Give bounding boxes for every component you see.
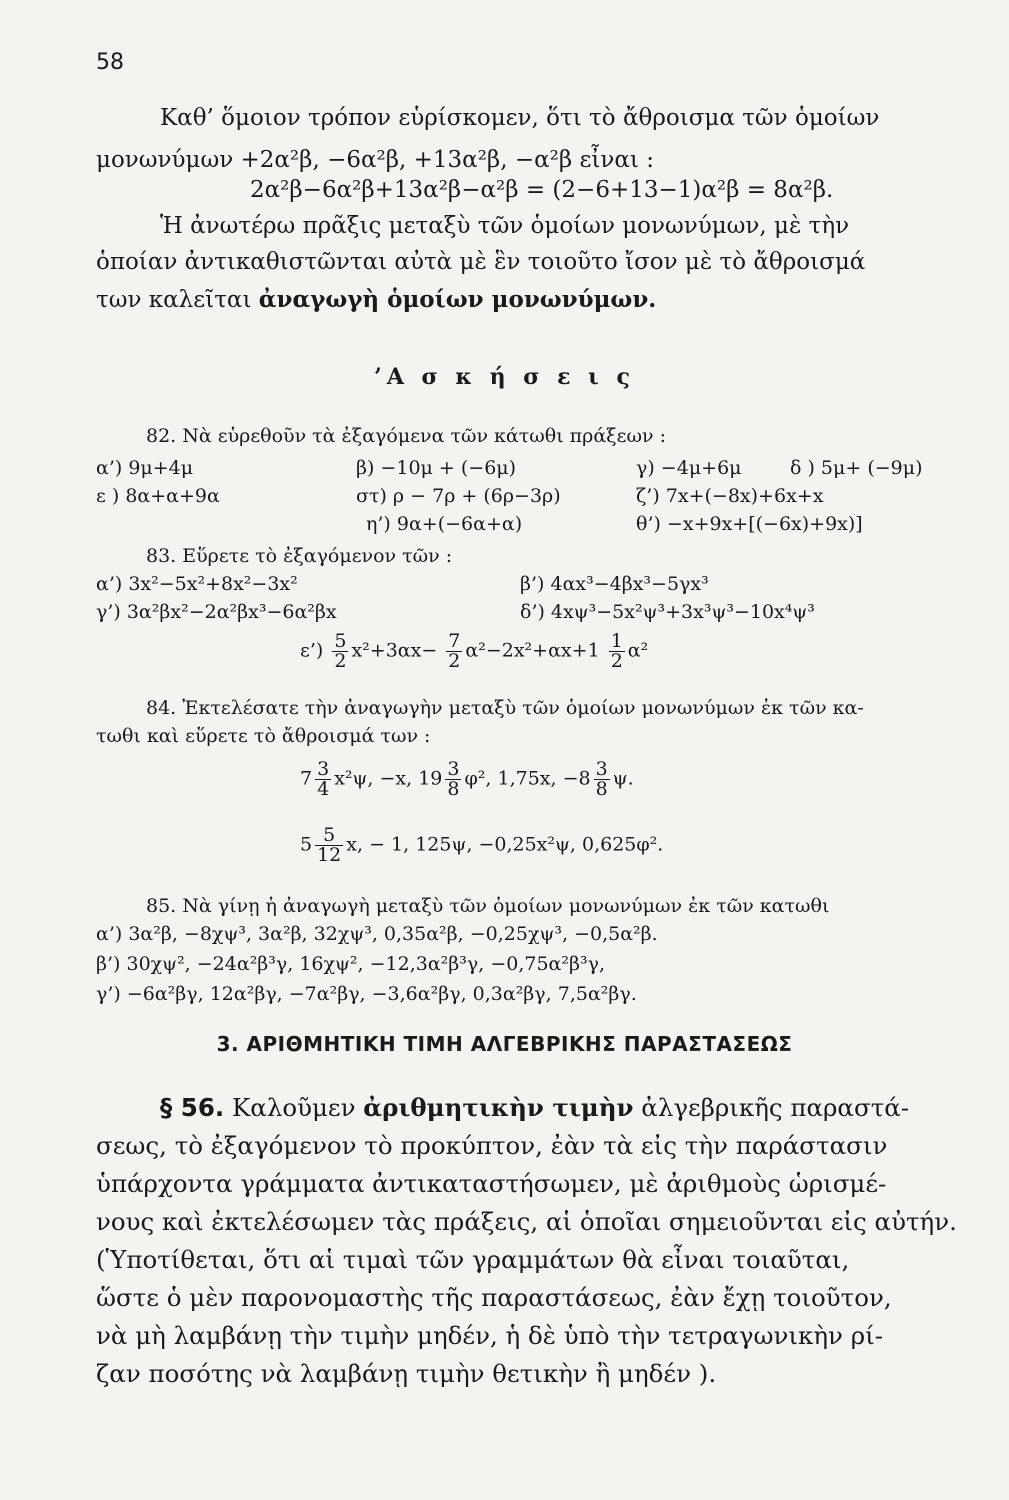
fraction xyxy=(315,760,331,799)
ex83-e-label: ε’) xyxy=(300,639,324,662)
fraction-numerator: 5 xyxy=(334,630,347,652)
ex82-st: στ) ρ − 7ρ + (6ρ−3ρ) xyxy=(356,485,561,507)
ex84-row-1-term-3: ψ. xyxy=(612,767,634,790)
ex84-row-2 xyxy=(300,826,663,865)
fraction-denominator: 2 xyxy=(610,650,623,672)
ex83-e-term-1: x²+3αx− xyxy=(351,639,438,662)
ex83-intro: 83. Εὕρετε τὸ ἐξαγόμενον τῶν : xyxy=(146,545,453,567)
intro-line-1: Καθ’ ὅμοιον τρόπον εὑρίσκομεν, ὅτι τὸ ἄθροισμα τῶν ὁμοίων xyxy=(160,105,880,131)
ex82-a: α’) 9μ+4μ xyxy=(96,457,194,479)
ex83-g: γ’) 3α²βx²−2α²βx³−6α²βx xyxy=(96,601,337,623)
ex85-a: α’) 3α²β, −8χψ³, 3α²β, 32χψ³, 0,35α²β, −0,25χψ³, −0,5α²β. xyxy=(96,923,658,945)
par56-line-1 xyxy=(160,1092,909,1124)
ex82-e: ε ) 8α+α+9α xyxy=(96,485,220,507)
fraction xyxy=(594,760,610,799)
par56-line-2: σεως, τὸ ἐξαγόμενον τὸ προκύπτον, ἐὰν τὰ εἰς τὴν παράστασιν xyxy=(96,1131,888,1160)
fraction-numerator: 3 xyxy=(447,758,460,780)
ex84-row-1 xyxy=(300,760,634,799)
ex85-intro: 85. Νὰ γίνῃ ἡ ἀναγωγὴ μεταξὺ τῶν ὁμοίων μονωνύμων ἐκ τῶν κατωθι xyxy=(146,895,830,917)
fraction-numerator: 3 xyxy=(595,758,608,780)
par56-line-8: ζαν ποσότης νὰ λαμβάνῃ τιμὴν θετικὴν ἢ μηδέν ). xyxy=(96,1359,717,1388)
fraction xyxy=(332,632,348,671)
ex83-e xyxy=(300,632,648,671)
fraction-denominator: 8 xyxy=(595,778,608,800)
ex84-intro-1: 84. Ἐκτελέσατε τὴν ἀναγωγὴν μεταξὺ τῶν ὁμοίων μονωνύμων ἐκ τῶν κα- xyxy=(146,697,864,719)
intro-line-6 xyxy=(96,286,656,314)
ex82-z: ζ’) 7x+(−8x)+6x+x xyxy=(636,485,824,507)
par56-line-7: νὰ μὴ λαμβάνῃ τὴν τιμὴν μηδέν, ἡ δὲ ὑπὸ τὴν τετραγωνικὴν ρί- xyxy=(96,1321,883,1350)
fraction-denominator: 4 xyxy=(317,778,330,800)
ex83-e-term-2: α²−2x²+αx+1 xyxy=(465,639,600,662)
par56-line-5: (Ὑποτίθεται, ὅτι αἱ τιμαὶ τῶν γραμμάτων θὰ εἶναι τοιαῦται, xyxy=(96,1245,850,1274)
fraction-numerator: 3 xyxy=(317,758,330,780)
term-bold-numeric-value: ἀριθμητικὴν τιμὴν xyxy=(363,1093,634,1122)
intro-equation: 2α²β−6α²β+13α²β−α²β = (2−6+13−1)α²β = 8α²β. xyxy=(250,177,834,203)
ex84-intro-2: τωθι καὶ εὕρετε τὸ ἄθροισμά των : xyxy=(96,725,431,747)
ex83-a: α’) 3x²−5x²+8x²−3x² xyxy=(96,573,298,595)
whole-number: 5 xyxy=(300,833,313,856)
fraction-numerator: 1 xyxy=(610,630,623,652)
ex82-g: γ) −4μ+6μ xyxy=(636,457,742,479)
ex84-row-1-term-2: φ², 1,75x, −8 xyxy=(464,767,591,790)
ex83-d: δ’) 4xψ³−5x²ψ³+3x³ψ³−10x⁴ψ³ xyxy=(520,601,815,623)
ex82-h: η’) 9α+(−6α+α) xyxy=(366,513,523,535)
ex82-b: β) −10μ + (−6μ) xyxy=(356,457,517,479)
section-mark: § 56. xyxy=(160,1093,225,1122)
fraction-denominator: 12 xyxy=(317,844,342,866)
ex82-intro: 82. Νὰ εὑρεθοῦν τὰ ἐξαγόμενα τῶν κάτωθι πράξεων : xyxy=(146,425,666,447)
intro-line-6-text: των καλεῖται xyxy=(96,287,259,313)
ex83-e-term-3: α² xyxy=(627,639,649,662)
par56-line-1-text: Καλοῦμεν xyxy=(224,1093,364,1122)
exercises-heading: ’Α σ κ ή σ ε ι ς xyxy=(374,364,635,390)
intro-line-5: ὁποίαν ἀντικαθιστῶνται αὐτὰ μὲ ἓν τοιοῦτο ἴσον μὲ τὸ ἄθροισμά xyxy=(96,249,866,275)
section-heading: 3. ΑΡΙΘΜΗΤΙΚΗ ΤΙΜΗ ΑΛΓΕΒΡΙΚΗΣ ΠΑΡΑΣΤΑΣΕΩΣ xyxy=(216,1032,793,1056)
whole-number: 7 xyxy=(300,767,313,790)
ex82-d: δ ) 5μ+ (−9μ) xyxy=(790,457,923,479)
ex84-row-1-term-1: x²ψ, −x, 19 xyxy=(334,767,443,790)
fraction-denominator: 2 xyxy=(334,650,347,672)
fraction xyxy=(446,632,462,671)
par56-line-4: νους καὶ ἐκτελέσωμεν τὰς πράξεις, αἱ ὁποῖαι σημειοῦνται εἰς αὐτήν. xyxy=(96,1207,957,1236)
term-bold-reduction: ἀναγωγὴ ὁμοίων μονωνύμων. xyxy=(258,286,657,313)
ex85-g: γ’) −6α²βγ, 12α²βγ, −7α²βγ, −3,6α²βγ, 0,3α²βγ, 7,5α²βγ. xyxy=(96,983,637,1005)
ex83-b: β’) 4αx³−4βx³−5γx³ xyxy=(520,573,709,595)
fraction-numerator: 5 xyxy=(315,826,343,846)
ex82-th: θ’) −x+9x+[(−6x)+9x)] xyxy=(636,513,863,535)
fraction xyxy=(445,760,461,799)
fraction-denominator: 8 xyxy=(447,778,460,800)
ex85-b: β’) 30χψ², −24α²β³γ, 16χψ², −12,3α²β³γ, −0,75α²β³γ, xyxy=(96,953,606,975)
ex84-row-2-term-1: x, − 1, 125ψ, −0,25x²ψ, 0,625φ². xyxy=(346,833,664,856)
fraction-numerator: 7 xyxy=(448,630,461,652)
par56-line-1-end: ἀλγεβρικῆς παραστά- xyxy=(633,1093,910,1122)
fraction xyxy=(609,632,625,671)
page-number: 58 xyxy=(96,50,124,75)
intro-line-4: Ἡ ἀνωτέρω πρᾶξις μεταξὺ τῶν ὁμοίων μονωνύμων, μὲ τὴν xyxy=(160,213,850,239)
fraction-denominator: 2 xyxy=(448,650,461,672)
intro-line-2: μονωνύμων +2α²β, −6α²β, +13α²β, −α²β εἶναι : xyxy=(96,147,655,173)
par56-line-6: ὥστε ὁ μὲν παρονομαστὴς τῆς παραστάσεως, ἐὰν ἔχῃ τοιοῦτον, xyxy=(96,1283,892,1312)
fraction xyxy=(315,826,343,865)
par56-line-3: ὑπάρχοντα γράμματα ἀντικαταστήσωμεν, μὲ ἀριθμοὺς ὡρισμέ- xyxy=(96,1169,887,1198)
